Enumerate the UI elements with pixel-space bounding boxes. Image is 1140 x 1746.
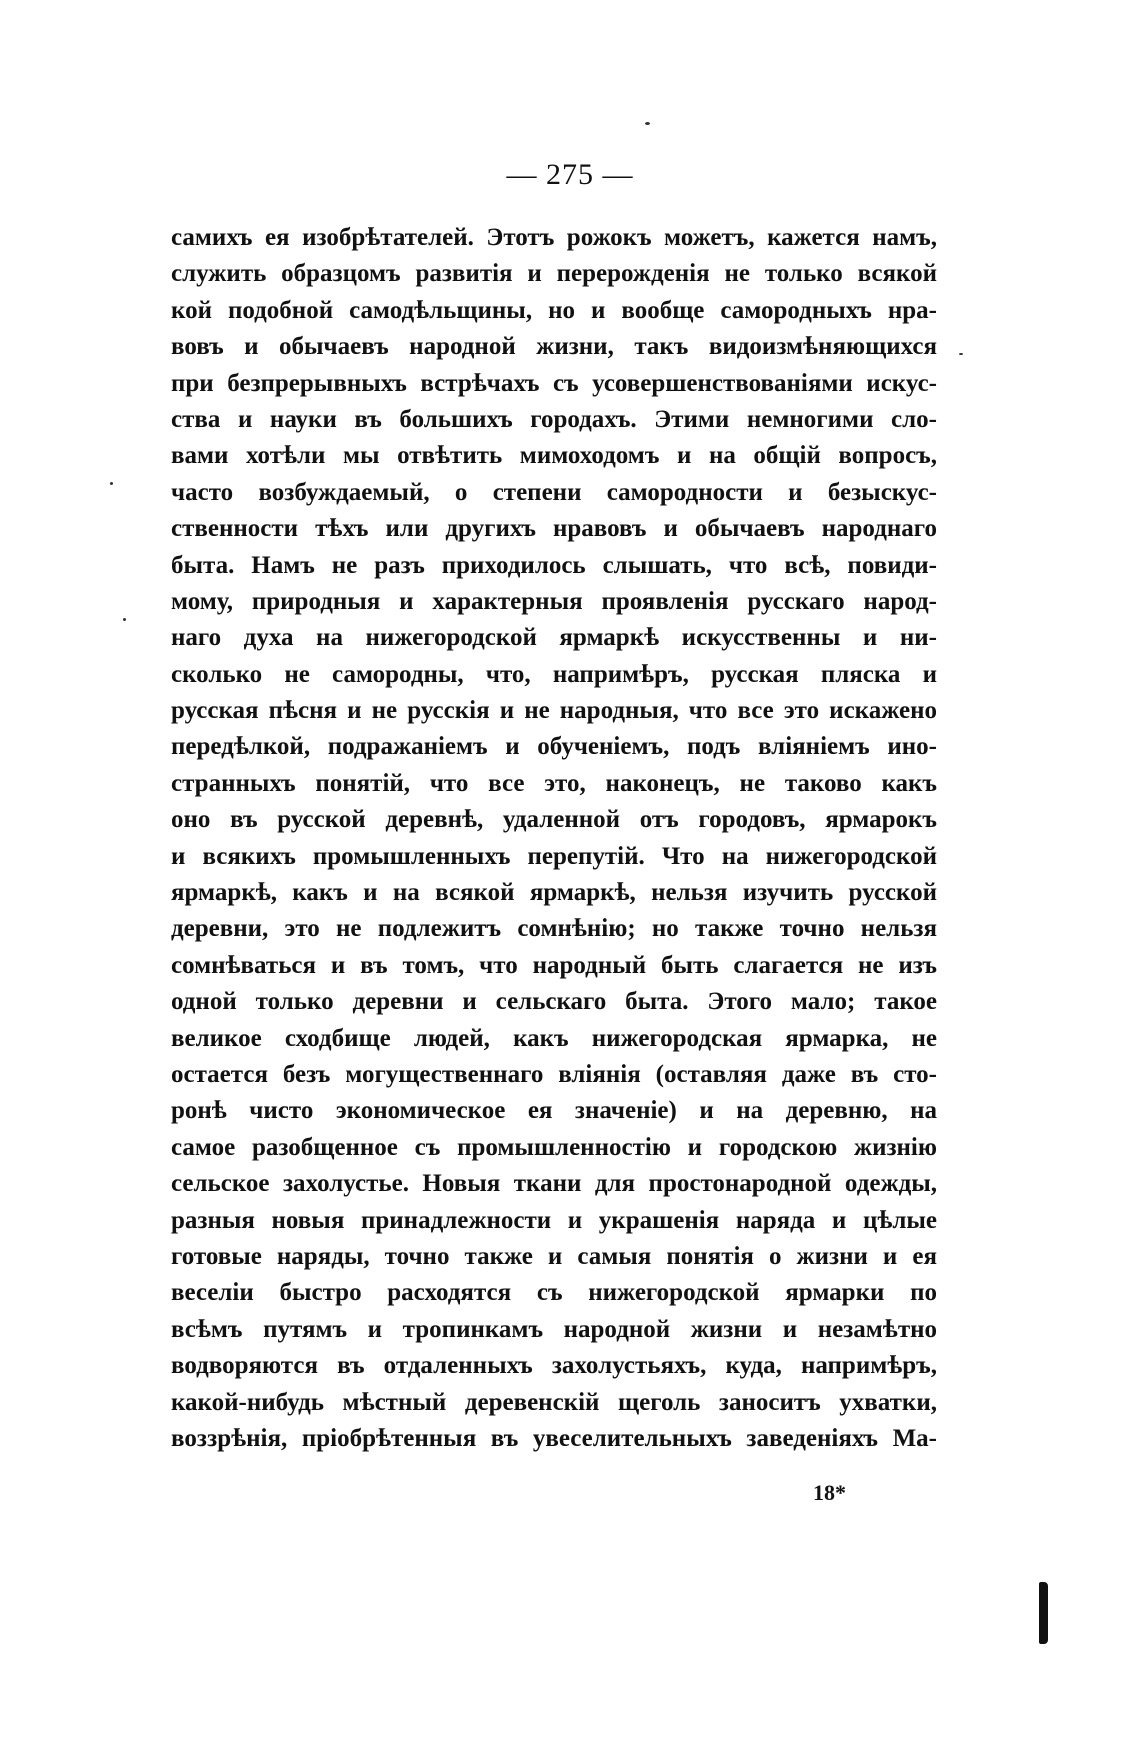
text-line-28: разныя новыя принадлежности и украшенія наряда и цѣлые bbox=[171, 1206, 937, 1234]
text-line-27: сельское захолустье. Новыя ткани для простонародной одежды, bbox=[171, 1170, 937, 1198]
scan-speck bbox=[645, 122, 650, 125]
signature-mark: 18* bbox=[813, 1480, 846, 1505]
text-line-17: оно въ русской деревнѣ, удаленной отъ городовъ, ярмарокъ bbox=[171, 806, 937, 834]
text-line-16: странныхъ понятій, что все это, наконецъ, не таково какъ bbox=[171, 769, 937, 797]
text-line-21: сомнѣваться и въ томъ, что народный быть слагается не изъ bbox=[171, 951, 937, 979]
text-line-20: деревни, это не подлежитъ сомнѣнію; но также точно нельзя bbox=[171, 915, 937, 943]
text-line-18: и всякихъ промышленныхъ перепутій. Что на нижегородской bbox=[171, 842, 937, 870]
text-line-6: ства и науки въ большихъ городахъ. Этими немногими сло- bbox=[171, 405, 937, 433]
text-line-2: служить образцомъ развитія и перерожденія не только всякой bbox=[171, 260, 937, 288]
scan-speck bbox=[123, 618, 126, 621]
body-text bbox=[171, 220, 937, 1457]
text-line-26: самое разобщенное съ промышленностію и городскою жизнію bbox=[171, 1133, 937, 1161]
page-number: — 275 — bbox=[506, 158, 634, 191]
text-line-9: ственности тѣхъ или другихъ нравовъ и обычаевъ народнаго bbox=[171, 515, 937, 543]
text-line-19: ярмаркѣ, какъ и на всякой ярмаркѣ, нельзя изучить русской bbox=[171, 879, 937, 907]
text-line-24: остается безъ могущественнаго вліянія (оставляя даже въ сто- bbox=[171, 1060, 937, 1088]
text-line-3: кой подобной самодѣльщины, но и вообще самородныхъ нра- bbox=[171, 296, 937, 324]
text-line-12: наго духа на нижегородской ярмаркѣ искусственны и ни- bbox=[171, 624, 937, 652]
text-line-33: какой-нибудь мѣстный деревенскій щеголь заноситъ ухватки, bbox=[171, 1388, 937, 1416]
text-line-11: мому, природныя и характерныя проявленія русскаго народ- bbox=[171, 587, 937, 615]
text-line-32: водворяются въ отдаленныхъ захолустьяхъ, куда, напримѣръ, bbox=[171, 1352, 937, 1380]
text-line-15: передѣлкой, подражаніемъ и обученіемъ, подъ вліяніемъ ино- bbox=[171, 733, 937, 761]
text-line-14: русская пѣсня и не русскія и не народныя, что все это искажено bbox=[171, 697, 937, 725]
text-line-34: воззрѣнія, пріобрѣтенныя въ увеселительныхъ заведеніяхъ Ма- bbox=[171, 1424, 937, 1452]
text-line-5: при безпрерывныхъ встрѣчахъ съ усовершенствованіями искус- bbox=[171, 369, 937, 397]
text-line-23: великое сходбище людей, какъ нижегородская ярмарка, не bbox=[171, 1024, 937, 1052]
text-line-31: всѣмъ путямъ и тропинкамъ народной жизни и незамѣтно bbox=[171, 1315, 937, 1343]
scan-edge-mark bbox=[1039, 1582, 1048, 1644]
text-line-29: готовые наряды, точно также и самыя понятія о жизни и ея bbox=[171, 1242, 937, 1270]
text-line-8: часто возбуждаемый, о степени самородности и безыскус- bbox=[171, 478, 937, 506]
text-line-7: вами хотѣли мы отвѣтить мимоходомъ и на общій вопросъ, bbox=[171, 442, 937, 470]
text-line-30: веселіи быстро расходятся съ нижегородской ярмарки по bbox=[171, 1279, 937, 1307]
text-line-22: одной только деревни и сельскаго быта. Этого мало; такое bbox=[171, 988, 937, 1016]
text-line-13: сколько не самородны, что, напримѣръ, русская пляска и bbox=[171, 660, 937, 688]
text-line-25: ронѣ чисто экономическое ея значеніе) и на деревню, на bbox=[171, 1097, 937, 1125]
scan-speck bbox=[110, 482, 113, 485]
scan-speck bbox=[959, 353, 963, 355]
text-line-10: быта. Намъ не разъ приходилось слышать, что всѣ, повиди- bbox=[171, 551, 937, 579]
text-line-1: самихъ ея изобрѣтателей. Этотъ рожокъ можетъ, кажется намъ, bbox=[171, 224, 937, 251]
text-line-4: вовъ и обычаевъ народной жизни, такъ видоизмѣняющихся bbox=[171, 333, 937, 361]
